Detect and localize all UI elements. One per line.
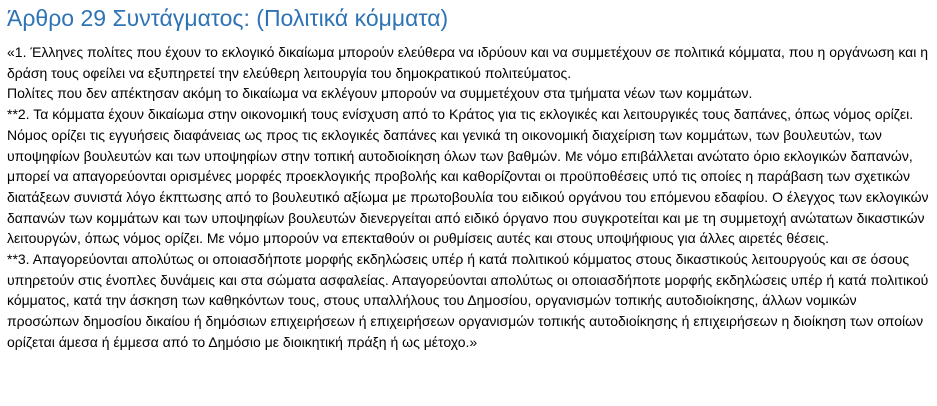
paragraph-1: «1. Έλληνες πολίτες που έχουν το εκλογικό δικαίωμα μπορούν ελεύθερα να ιδρύουν και να συμμετέχουν σε πολιτικά κόμματα, που η οργάνωση και η δράση τους οφείλει να εξυπηρετεί την ελεύθερη λειτουργία του δημοκρατικού πολιτεύματος. [7, 44, 929, 81]
paragraph-1-continued: Πολίτες που δεν απέκτησαν ακόμη το δικαίωμα να εκλέγουν μπορούν να συμμετέχουν στα τμήματα νέων των κομμάτων. [7, 85, 753, 102]
paragraph-3: **3. Απαγορεύονται απολύτως οι οποιασδήποτε μορφής εκδηλώσεις υπέρ ή κατά πολιτικού κόμματος στους δικαστικούς λειτουργούς και σε όσους υπηρετούν στις ένοπλες δυνάμεις και στα σώματα ασφαλείας. Απαγορεύονται απολύτως οι οποιασδήποτε μορφής εκδηλώσεις υπέρ ή κατά πολιτικού κόμματος, κατά την άσκηση των καθηκόντων τους, στους υπαλλήλους του Δημοσίου, οργανισμών τοπικής αυτοδιοίκησης, άλλων νομικών προσώπων δημοσίου δικαίου ή δημόσιων επιχειρήσεων ή επιχειρήσεων οργανισμών τοπικής αυτοδιοίκησης ή επιχειρήσεων η διοίκηση των οποίων ορίζεται άμεσα ή έμμεσα από το Δημόσιο με διοικητική πράξη ή ως μέτοχο.» [7, 251, 929, 350]
article-body [7, 42, 931, 353]
article-heading: Άρθρο 29 Συντάγματος: (Πολιτικά κόμματα) [7, 5, 449, 31]
paragraph-2: **2. Τα κόμματα έχουν δικαίωμα στην οικονομική τους ενίσχυση από το Κράτος για τις εκλογικές και λειτουργικές τους δαπάνες, όπως νόμος ορίζει. Νόμος ορίζει τις εγγυήσεις διαφάνειας ως προς τις εκλογικές δαπάνες και γενικά τη οικονομική διαχείριση των κομμάτων, των βουλευτών, των υποψηφίων βουλευτών και των υποψηφίων στην τοπική αυτοδιοίκηση όλων των βαθμών. Με νόμο επιβάλλεται ανώτατο όριο εκλογικών δαπανών, μπορεί να απαγορεύονται ορισμένες μορφές προεκλογικής προβολής και καθορίζονται οι προϋποθέσεις υπό τις οποίες η παράβαση των σχετικών διατάξεων συνιστά λόγο έκπτωσης από το βουλευτικό αξίωμα με πρωτοβουλία του ειδικού οργάνου του επόμενου εδαφίου. Ο έλεγχος των εκλογικών δαπανών των κομμάτων και των υποψηφίων βουλευτών διενεργείται από ειδικό όργανο που συγκροτείται και με τη συμμετοχή ανώτατων δικαστικών λειτουργών, όπως νόμος ορίζει. Με νόμο μπορούν να επεκταθούν οι ρυθμίσεις αυτές και στους υποψήφιους για άλλες αιρετές θέσεις. [7, 106, 929, 247]
